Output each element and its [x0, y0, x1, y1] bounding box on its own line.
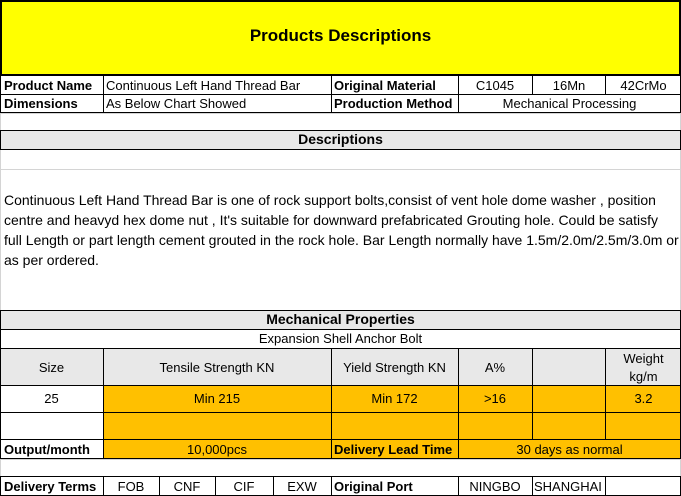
- page-title: Products Descriptions: [249, 26, 432, 45]
- dimensions-label: Dimensions: [4, 96, 78, 111]
- gridline: [0, 113, 1, 131]
- weight-header-line2: kg/m: [629, 369, 658, 384]
- elongation-value: >16: [483, 391, 507, 406]
- border-line: [331, 75, 332, 113]
- term-cnf: CNF: [173, 479, 201, 494]
- weight-header-line1: Weight: [623, 351, 664, 366]
- border-line: [0, 0, 2, 76]
- border-line: [0, 149, 681, 150]
- weight-value: 3.2: [634, 391, 653, 406]
- border-line: [458, 75, 459, 113]
- border-line: [532, 348, 533, 439]
- original-material-label: Original Material: [334, 78, 436, 93]
- border-line: [331, 348, 332, 459]
- product-name-label: Product Name: [4, 78, 93, 93]
- border-line: [0, 0, 681, 2]
- tensile-value: Min 215: [193, 391, 241, 406]
- term-fob: FOB: [117, 479, 145, 494]
- border-line: [0, 130, 681, 131]
- mechanical-subheading: Expansion Shell Anchor Bolt: [258, 331, 423, 346]
- elongation-header: A%: [484, 359, 506, 375]
- material-42crmo: 42CrMo: [620, 78, 667, 93]
- output-month-label: Output/month: [4, 442, 90, 457]
- original-port-label: Original Port: [334, 479, 413, 494]
- border-line: [605, 476, 606, 496]
- gridline: [0, 459, 1, 477]
- gridline: [0, 149, 1, 311]
- dimensions-value: As Below Chart Showed: [106, 96, 247, 111]
- descriptions-heading: Descriptions: [298, 131, 383, 147]
- gridline: [0, 113, 681, 114]
- border-line: [0, 476, 1, 496]
- border-line: [159, 476, 160, 496]
- border-line: [331, 476, 332, 496]
- yield-header: Yield Strength KN: [343, 359, 446, 375]
- delivery-terms-label: Delivery Terms: [4, 479, 97, 494]
- yield-value: Min 172: [371, 391, 418, 406]
- output-month-value: 10,000pcs: [187, 442, 247, 457]
- port-shanghai: SHANGHAI: [534, 479, 602, 494]
- border-line: [0, 130, 1, 150]
- delivery-lead-time-value: 30 days as normal: [516, 442, 623, 457]
- term-cif: CIF: [233, 479, 255, 494]
- border-line: [0, 329, 681, 330]
- border-line: [0, 310, 681, 311]
- border-line: [215, 476, 216, 496]
- material-c1045: C1045: [475, 78, 515, 93]
- mechanical-heading: Mechanical Properties: [266, 311, 415, 327]
- border-line: [532, 75, 533, 95]
- production-method-label: Production Method: [334, 96, 453, 111]
- border-line: [273, 476, 274, 496]
- border-line: [532, 476, 533, 496]
- material-16mn: 16Mn: [552, 78, 586, 93]
- border-line: [0, 75, 1, 113]
- term-exw: EXW: [287, 479, 317, 494]
- tensile-header: Tensile Strength KN: [159, 359, 275, 375]
- border-line: [103, 476, 104, 496]
- gridline: [0, 459, 681, 460]
- border-line: [103, 75, 104, 113]
- border-line: [458, 476, 459, 496]
- border-line: [103, 348, 104, 459]
- border-line: [458, 348, 459, 459]
- border-line: [605, 75, 606, 95]
- production-method-value: Mechanical Processing: [502, 96, 637, 111]
- gridline: [0, 169, 681, 170]
- delivery-lead-time-label: Delivery Lead Time: [334, 442, 453, 457]
- descriptions-text: Continuous Left Hand Thread Bar is one of rock support bolts,consist of vent hole dome washer , position centre and heavyd hex dome nut , It's suitable for downward prefabricated Grouting hole. Could be satisfy full Length or part length cement grouted in the rock hole. Bar Length normally have 1.5m/2.0m/2.5m/3.0m or as per ordered.: [4, 192, 679, 268]
- border-line: [605, 348, 606, 439]
- size-header: Size: [38, 359, 65, 375]
- port-ningbo: NINGBO: [469, 479, 521, 494]
- border-line: [0, 310, 1, 459]
- product-name-value: Continuous Left Hand Thread Bar: [106, 78, 301, 93]
- size-value: 25: [44, 391, 59, 406]
